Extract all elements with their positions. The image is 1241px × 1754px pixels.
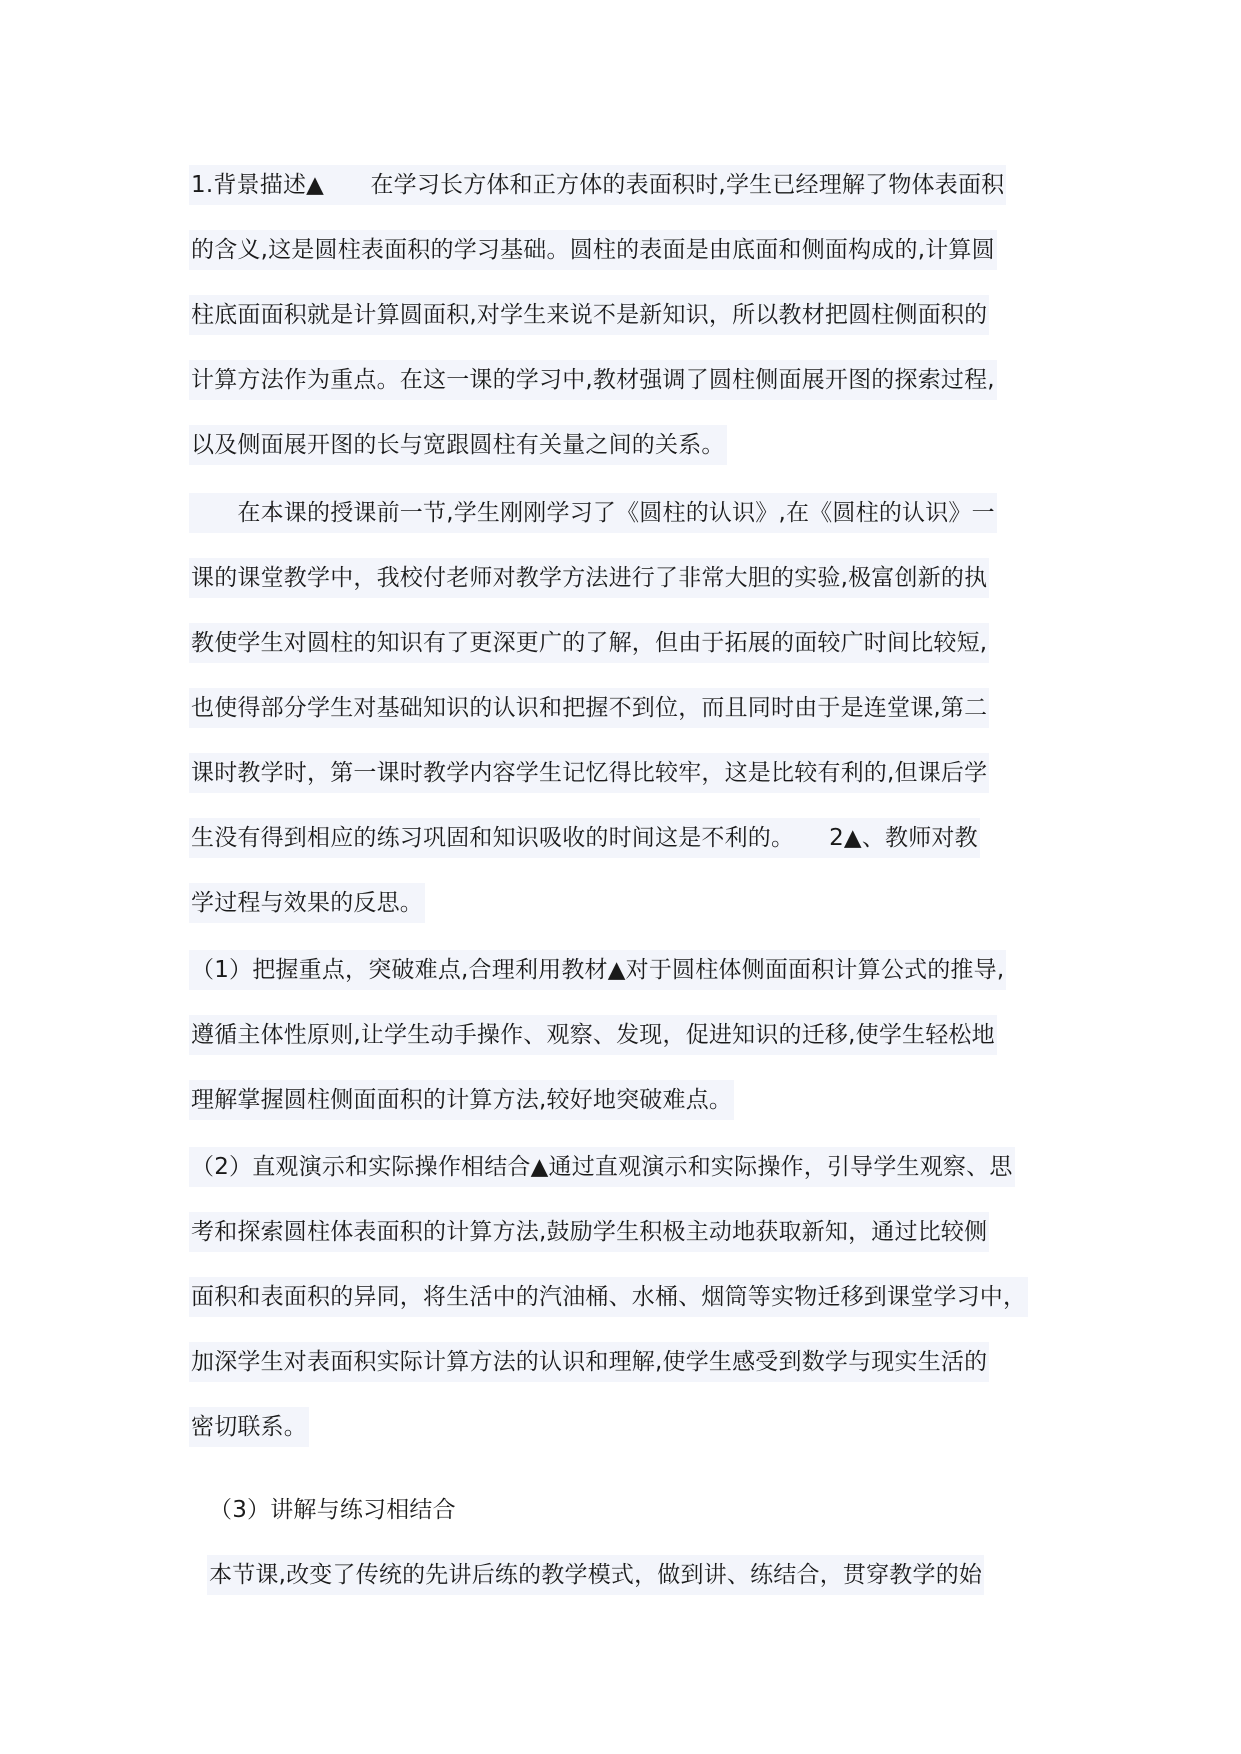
text-line: 遵循主体性原则,让学生动手操作、观察、发现，促进知识的迁移,使学生轻松地 [189, 1015, 997, 1055]
text-line: 本节课,改变了传统的先讲后练的教学模式，做到讲、练结合，贯穿教学的始 [207, 1555, 984, 1595]
text-line: 理解掌握圆柱侧面面积的计算方法,较好地突破难点。 [189, 1080, 734, 1120]
text-line: 教使学生对圆柱的知识有了更深更广的了解，但由于拓展的面较广时间比较短, [189, 623, 989, 663]
text-line: 1.背景描述▲ 在学习长方体和正方体的表面积时,学生已经理解了物体表面积 [189, 165, 1006, 205]
text-line: 计算方法作为重点。在这一课的学习中,教材强调了圆柱侧面展开图的探索过程, [189, 360, 997, 400]
section-heading: （3）讲解与练习相结合 [209, 1497, 456, 1523]
text-line: 在本课的授课前一节,学生刚刚学习了《圆柱的认识》,在《圆柱的认识》一 [189, 493, 997, 533]
text-line: （2）直观演示和实际操作相结合▲通过直观演示和实际操作，引导学生观察、思 [189, 1147, 1015, 1187]
text-line: 面积和表面积的异同，将生活中的汽油桶、水桶、烟筒等实物迁移到课堂学习中， [189, 1277, 1028, 1317]
text-line: 以及侧面展开图的长与宽跟圆柱有关量之间的关系。 [189, 425, 727, 465]
text-line: 学过程与效果的反思。 [189, 883, 425, 923]
text-line: 加深学生对表面积实际计算方法的认识和理解,使学生感受到数学与现实生活的 [189, 1342, 989, 1382]
text-line: 课时教学时，第一课时教学内容学生记忆得比较牢，这是比较有利的,但课后学 [189, 753, 989, 793]
text-line: 考和探索圆柱体表面积的计算方法,鼓励学生积极主动地获取新知，通过比较侧 [189, 1212, 989, 1252]
text-line: 课的课堂教学中，我校付老师对教学方法进行了非常大胆的实验,极富创新的执 [189, 558, 989, 598]
text-line: （1）把握重点，突破难点,合理利用教材▲对于圆柱体侧面面积计算公式的推导, [189, 950, 1006, 990]
text-line: 柱底面面积就是计算圆面积,对学生来说不是新知识，所以教材把圆柱侧面积的 [189, 295, 989, 335]
text-line: 的含义,这是圆柱表面积的学习基础。圆柱的表面是由底面和侧面构成的,计算圆 [189, 230, 997, 270]
text-line: 密切联系。 [189, 1407, 309, 1447]
text-line: 也使得部分学生对基础知识的认识和把握不到位，而且同时由于是连堂课,第二 [189, 688, 989, 728]
text-line: 生没有得到相应的练习巩固和知识吸收的时间这是不利的。 2▲、教师对教 [189, 818, 980, 858]
